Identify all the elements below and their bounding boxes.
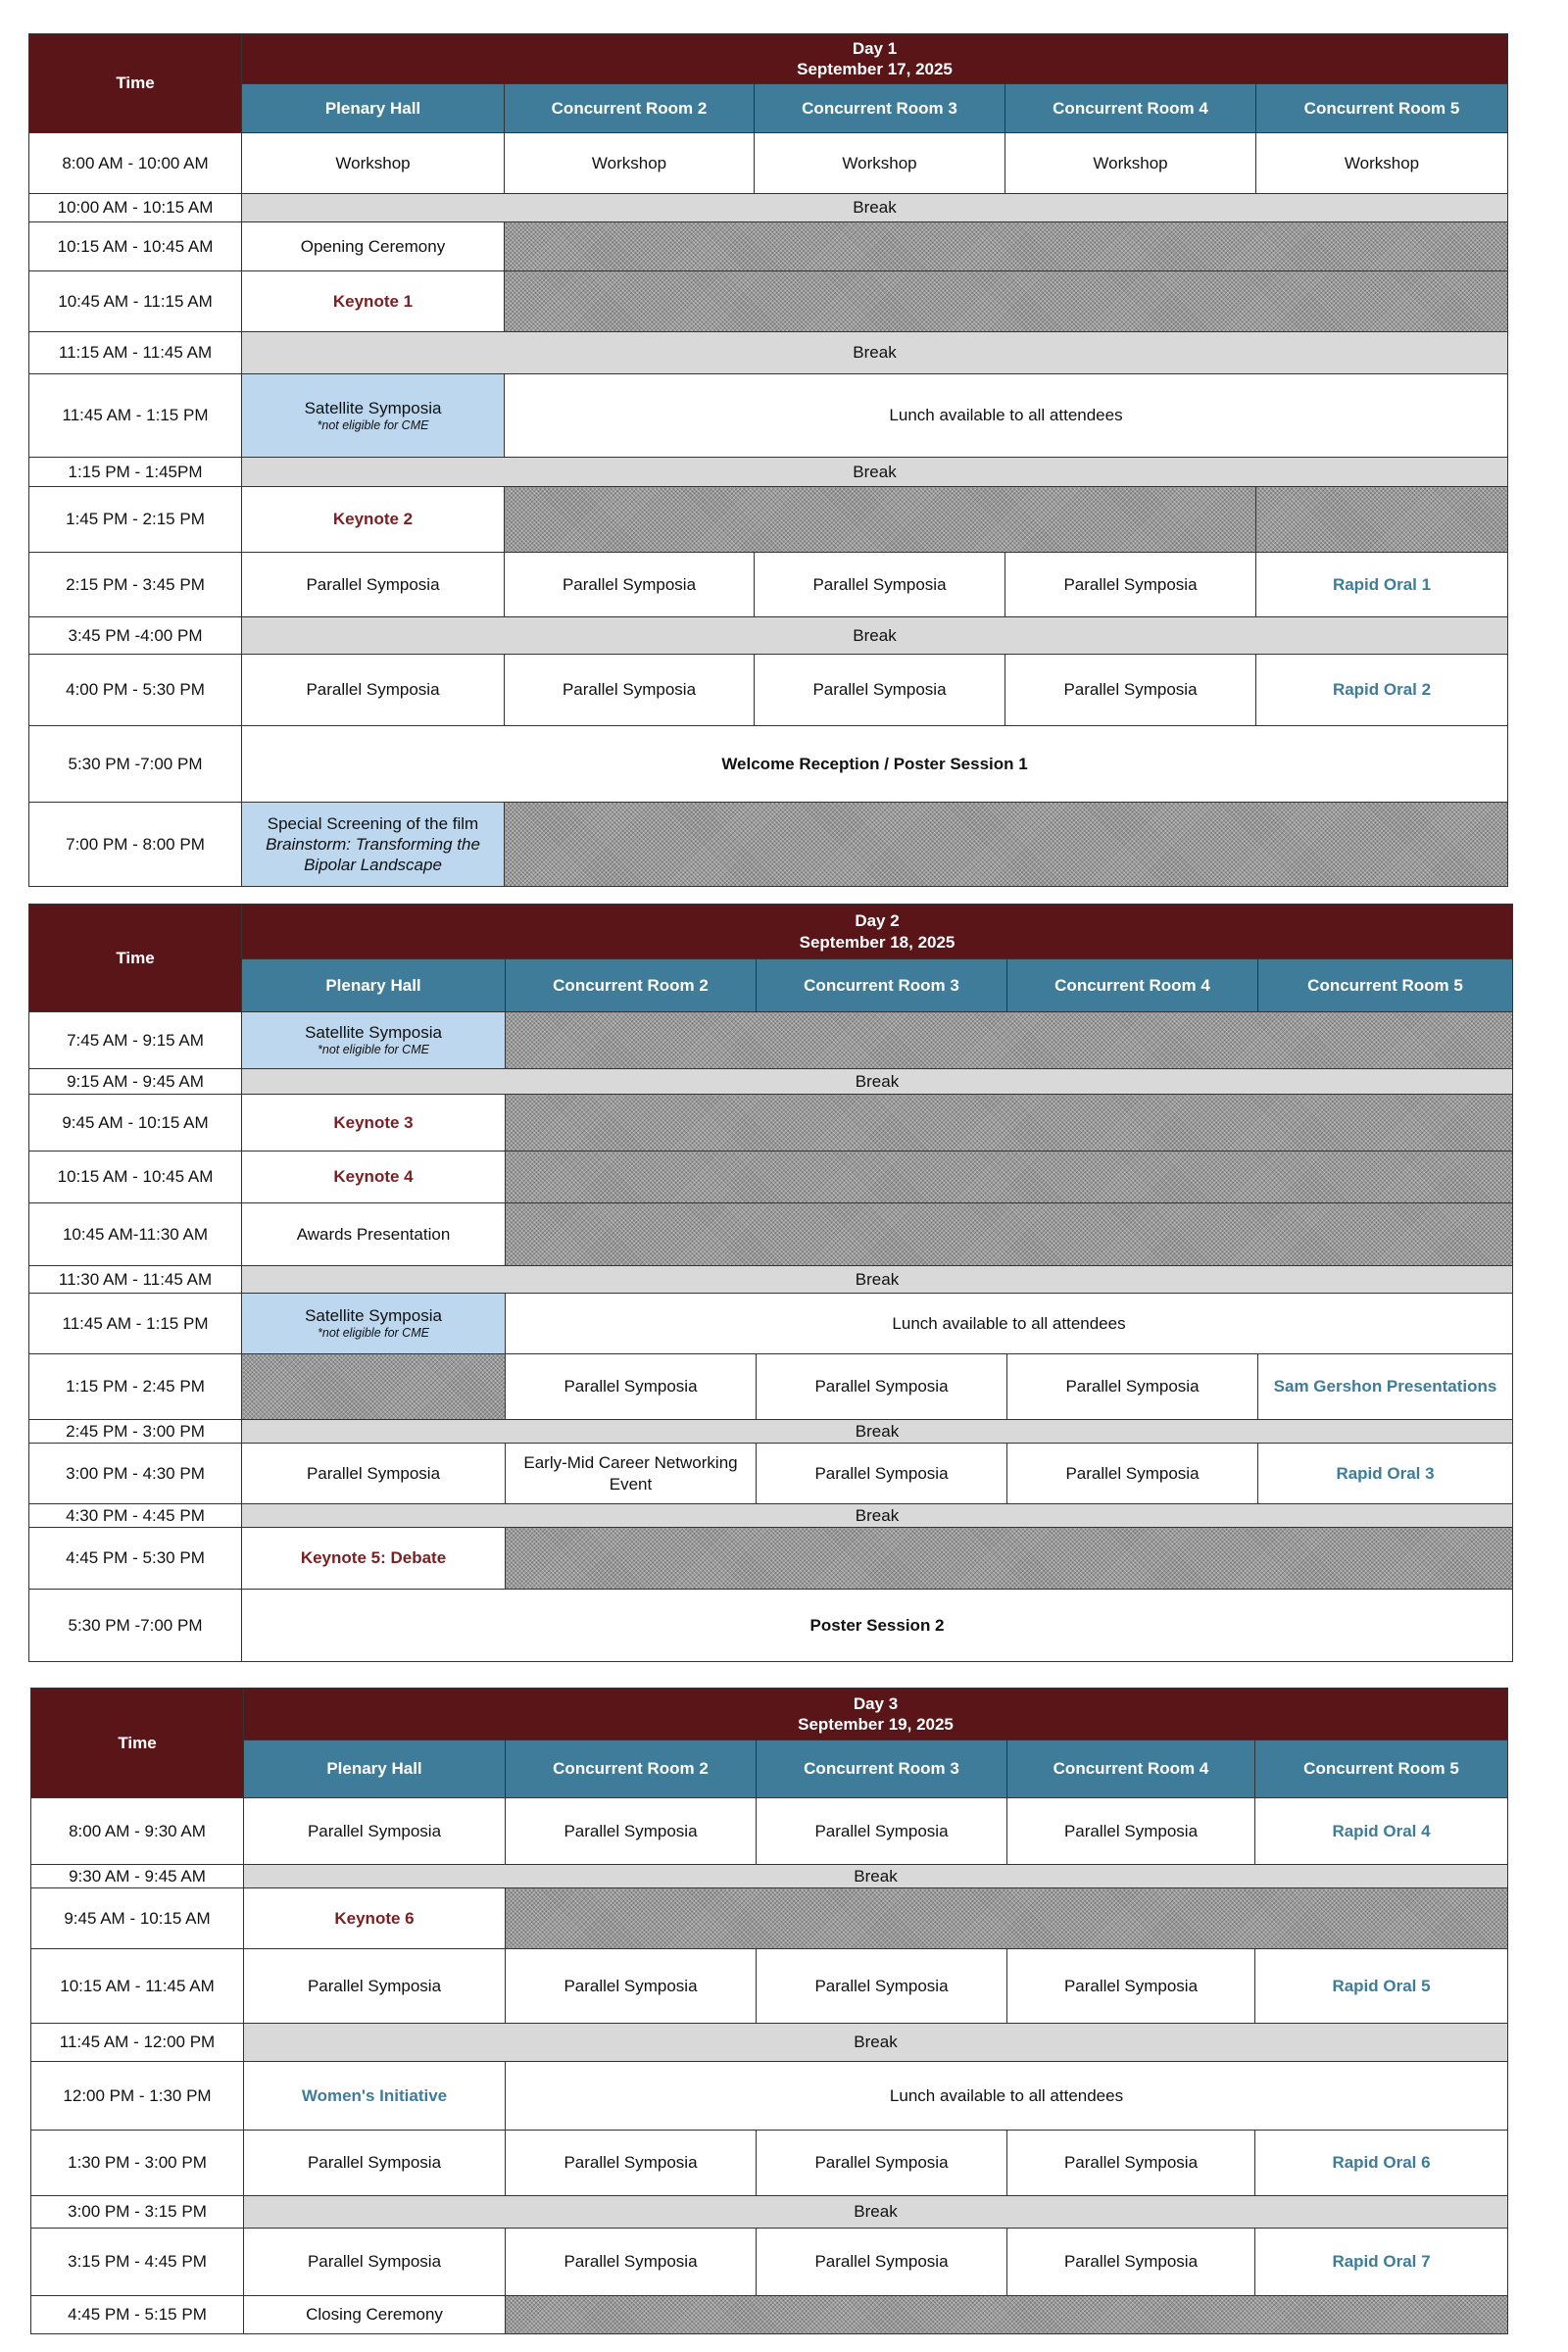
session-cell: Parallel Symposia: [757, 1798, 1007, 1865]
break-cell: Break: [242, 1504, 1513, 1528]
session-cell: Workshop: [1005, 133, 1256, 194]
time-slot: 11:45 AM - 1:15 PM: [29, 1294, 242, 1354]
session-cell: Parallel Symposia: [1007, 1798, 1255, 1865]
rapid-oral-cell: Rapid Oral 1: [1256, 553, 1508, 617]
day2-header-row: [29, 905, 1513, 959]
table-row: [29, 487, 1508, 553]
table-row: [31, 2062, 1508, 2131]
rapid-oral-cell: Rapid Oral 5: [1255, 1949, 1508, 2024]
session-cell: Parallel Symposia: [244, 2131, 506, 2196]
table-row: [29, 1354, 1513, 1420]
womens-initiative-cell: Women's Initiative: [244, 2062, 506, 2131]
session-cell: Parallel Symposia: [505, 655, 755, 726]
room-header-concurrent-room-2: Concurrent Room 2: [505, 84, 755, 133]
keynote-cell: Keynote 6: [244, 1888, 506, 1949]
session-cell: Parallel Symposia: [757, 2229, 1007, 2296]
room-header-concurrent-room-4: Concurrent Room 4: [1007, 1740, 1255, 1798]
time-slot: 11:45 AM - 12:00 PM: [31, 2024, 244, 2062]
break-row: [31, 1865, 1508, 1888]
time-slot: 4:45 PM - 5:30 PM: [29, 1528, 242, 1590]
session-cell: Closing Ceremony: [244, 2296, 506, 2334]
session-cell: Parallel Symposia: [1007, 2229, 1255, 2296]
time-column-header: Time: [29, 34, 242, 133]
break-cell: Break: [242, 458, 1508, 487]
time-slot: 10:45 AM - 11:15 AM: [29, 271, 242, 332]
room-header-concurrent-room-5: Concurrent Room 5: [1256, 84, 1508, 133]
unused-slot: [506, 2296, 1508, 2334]
session-cell: Parallel Symposia: [506, 2131, 757, 2196]
time-slot: 10:15 AM - 10:45 AM: [29, 222, 242, 271]
time-slot: 12:00 PM - 1:30 PM: [31, 2062, 244, 2131]
table-row: [31, 2296, 1508, 2334]
time-slot: 11:45 AM - 1:15 PM: [29, 374, 242, 458]
lunch-cell: Lunch available to all attendees: [506, 1294, 1513, 1354]
time-slot: 4:30 PM - 4:45 PM: [29, 1504, 242, 1528]
room-header-concurrent-room-3: Concurrent Room 3: [755, 84, 1005, 133]
break-cell: Break: [242, 1420, 1513, 1444]
room-header-concurrent-room-5: Concurrent Room 5: [1258, 959, 1513, 1012]
break-cell: Break: [244, 2024, 1508, 2062]
session-cell: Parallel Symposia: [242, 553, 505, 617]
room-header-concurrent-room-3: Concurrent Room 3: [757, 959, 1007, 1012]
session-cell: Parallel Symposia: [1007, 1444, 1258, 1504]
satellite-symposia-cell: [242, 1294, 506, 1354]
satellite-note: *not eligible for CME: [318, 1326, 429, 1341]
sam-gershon-presentations-cell: Sam Gershon Presentations: [1258, 1354, 1513, 1420]
break-row: [29, 194, 1508, 222]
unused-slot: [506, 1095, 1513, 1152]
table-row: [31, 1888, 1508, 1949]
table-row: [29, 1590, 1513, 1662]
session-cell: Parallel Symposia: [757, 1354, 1007, 1420]
session-cell: Parallel Symposia: [1007, 1354, 1258, 1420]
table-row: [29, 1152, 1513, 1203]
day1-header: [242, 34, 1508, 84]
table-row: [29, 222, 1508, 271]
break-cell: Break: [242, 1266, 1513, 1294]
table-row: [29, 803, 1508, 887]
time-slot: 7:00 PM - 8:00 PM: [29, 803, 242, 887]
break-row: [29, 458, 1508, 487]
break-row: [29, 1504, 1513, 1528]
satellite-symposia-title: Satellite Symposia: [305, 1023, 442, 1043]
time-slot: 5:30 PM -7:00 PM: [29, 726, 242, 803]
session-cell: Parallel Symposia: [1007, 2131, 1255, 2196]
session-cell: Parallel Symposia: [757, 2131, 1007, 2196]
time-slot: 9:30 AM - 9:45 AM: [31, 1865, 244, 1888]
break-row: [31, 2024, 1508, 2062]
day2-title: Day 2: [855, 911, 900, 931]
break-row: [29, 1069, 1513, 1095]
lunch-cell: Lunch available to all attendees: [506, 2062, 1508, 2131]
unused-slot: [506, 1152, 1513, 1203]
session-cell: Opening Ceremony: [242, 222, 505, 271]
table-row: [31, 1798, 1508, 1865]
table-row: [29, 374, 1508, 458]
room-header-concurrent-room-2: Concurrent Room 2: [506, 959, 757, 1012]
session-cell: Parallel Symposia: [506, 1949, 757, 2024]
full-width-event-cell: Poster Session 2: [242, 1590, 1513, 1662]
film-screening-cell: [242, 803, 505, 887]
time-slot: 9:15 AM - 9:45 AM: [29, 1069, 242, 1095]
session-cell: Parallel Symposia: [242, 1444, 506, 1504]
day2-date: September 18, 2025: [799, 932, 956, 952]
session-cell: Workshop: [1256, 133, 1508, 194]
time-slot: 1:30 PM - 3:00 PM: [31, 2131, 244, 2196]
time-slot: 4:00 PM - 5:30 PM: [29, 655, 242, 726]
table-row: [29, 1294, 1513, 1354]
session-cell: Parallel Symposia: [1005, 655, 1256, 726]
room-header-plenary-hall: Plenary Hall: [242, 959, 506, 1012]
unused-slot: [505, 222, 1508, 271]
lunch-cell: Lunch available to all attendees: [505, 374, 1508, 458]
satellite-symposia-cell: [242, 1012, 506, 1069]
day3-title: Day 3: [853, 1693, 899, 1713]
day2-header: [242, 905, 1513, 959]
time-slot: 9:45 AM - 10:15 AM: [31, 1888, 244, 1949]
satellite-symposia-title: Satellite Symposia: [305, 1306, 442, 1326]
time-column-header: Time: [31, 1689, 244, 1798]
full-width-event-cell: Welcome Reception / Poster Session 1: [242, 726, 1508, 803]
time-slot: 3:00 PM - 3:15 PM: [31, 2196, 244, 2229]
break-cell: Break: [242, 194, 1508, 222]
time-slot: 10:15 AM - 11:45 AM: [31, 1949, 244, 2024]
keynote-cell: Keynote 2: [242, 487, 505, 553]
time-slot: 2:45 PM - 3:00 PM: [29, 1420, 242, 1444]
time-slot: 11:30 AM - 11:45 AM: [29, 1266, 242, 1294]
session-cell: Workshop: [505, 133, 755, 194]
break-cell: Break: [244, 2196, 1508, 2229]
break-cell: Break: [242, 332, 1508, 374]
session-cell: Workshop: [242, 133, 505, 194]
day3-date: September 19, 2025: [798, 1715, 954, 1734]
rapid-oral-cell: Rapid Oral 3: [1258, 1444, 1513, 1504]
keynote-cell: Keynote 5: Debate: [242, 1528, 506, 1590]
session-cell: Parallel Symposia: [757, 1444, 1007, 1504]
break-row: [29, 332, 1508, 374]
break-row: [29, 617, 1508, 655]
room-header-concurrent-room-2: Concurrent Room 2: [506, 1740, 757, 1798]
time-slot: 10:45 AM-11:30 AM: [29, 1203, 242, 1266]
unused-slot: [506, 1528, 1513, 1590]
break-row: [29, 1420, 1513, 1444]
room-header-plenary-hall: Plenary Hall: [244, 1740, 506, 1798]
unused-slot: [242, 1354, 506, 1420]
day3-header: [244, 1689, 1508, 1740]
day3-rooms-row: [31, 1740, 1508, 1798]
networking-event-cell: Early-Mid Career Networking Event: [506, 1444, 757, 1504]
room-header-concurrent-room-4: Concurrent Room 4: [1005, 84, 1256, 133]
table-row: [31, 2131, 1508, 2196]
room-header-concurrent-room-3: Concurrent Room 3: [757, 1740, 1007, 1798]
table-row: [29, 133, 1508, 194]
rapid-oral-cell: Rapid Oral 2: [1256, 655, 1508, 726]
keynote-cell: Keynote 3: [242, 1095, 506, 1152]
session-cell: Parallel Symposia: [244, 2229, 506, 2296]
unused-slot: [506, 1888, 1508, 1949]
session-cell: Parallel Symposia: [506, 1354, 757, 1420]
session-cell: Parallel Symposia: [757, 1949, 1007, 2024]
table-row: [29, 655, 1508, 726]
unused-slot: [506, 1203, 1513, 1266]
day2-rooms-row: [29, 959, 1513, 1012]
session-cell: Parallel Symposia: [506, 2229, 757, 2296]
break-cell: Break: [242, 1069, 1513, 1095]
day3-header-row: [31, 1689, 1508, 1740]
time-slot: 2:15 PM - 3:45 PM: [29, 553, 242, 617]
room-header-concurrent-room-5: Concurrent Room 5: [1255, 1740, 1508, 1798]
session-cell: Parallel Symposia: [506, 1798, 757, 1865]
time-slot: 10:00 AM - 10:15 AM: [29, 194, 242, 222]
time-slot: 8:00 AM - 9:30 AM: [31, 1798, 244, 1865]
time-slot: 3:15 PM - 4:45 PM: [31, 2229, 244, 2296]
session-cell: Parallel Symposia: [244, 1949, 506, 2024]
rapid-oral-cell: Rapid Oral 4: [1255, 1798, 1508, 1865]
session-cell: Parallel Symposia: [755, 553, 1005, 617]
table-row: [31, 2229, 1508, 2296]
time-slot: 4:45 PM - 5:15 PM: [31, 2296, 244, 2334]
session-cell: Parallel Symposia: [1005, 553, 1256, 617]
day1-title: Day 1: [852, 38, 898, 58]
time-slot: 3:00 PM - 4:30 PM: [29, 1444, 242, 1504]
time-slot: 1:15 PM - 1:45PM: [29, 458, 242, 487]
keynote-cell: Keynote 1: [242, 271, 505, 332]
time-slot: 11:15 AM - 11:45 AM: [29, 332, 242, 374]
table-row: [29, 1203, 1513, 1266]
session-cell: Awards Presentation: [242, 1203, 506, 1266]
unused-slot: [1256, 487, 1508, 553]
table-row: [29, 1095, 1513, 1152]
session-cell: Parallel Symposia: [505, 553, 755, 617]
room-header-plenary-hall: Plenary Hall: [242, 84, 505, 133]
film-title: Brainstorm: Transforming the Bipolar Landscape: [266, 834, 480, 875]
time-slot: 8:00 AM - 10:00 AM: [29, 133, 242, 194]
session-cell: Parallel Symposia: [242, 655, 505, 726]
time-slot: 9:45 AM - 10:15 AM: [29, 1095, 242, 1152]
unused-slot: [506, 1012, 1513, 1069]
table-row: [29, 1012, 1513, 1069]
session-cell: Parallel Symposia: [244, 1798, 506, 1865]
time-slot: 1:45 PM - 2:15 PM: [29, 487, 242, 553]
day2-schedule-table: [28, 904, 1513, 1662]
day1-date: September 17, 2025: [797, 60, 953, 78]
session-cell: Parallel Symposia: [1007, 1949, 1255, 2024]
break-cell: Break: [244, 1865, 1508, 1888]
time-slot: 1:15 PM - 2:45 PM: [29, 1354, 242, 1420]
table-row: [29, 1528, 1513, 1590]
day1-rooms-row: [29, 84, 1508, 133]
table-row: [31, 1949, 1508, 2024]
day1-header-row: [29, 34, 1508, 84]
break-cell: Break: [242, 617, 1508, 655]
satellite-note: *not eligible for CME: [317, 417, 429, 432]
room-header-concurrent-room-4: Concurrent Room 4: [1007, 959, 1258, 1012]
time-slot: 3:45 PM -4:00 PM: [29, 617, 242, 655]
table-row: [29, 726, 1508, 803]
day1-schedule-table: [28, 33, 1508, 887]
break-row: [29, 1266, 1513, 1294]
table-row: [29, 271, 1508, 332]
day3-schedule-table: [30, 1688, 1508, 2334]
session-cell: Parallel Symposia: [755, 655, 1005, 726]
rapid-oral-cell: Rapid Oral 6: [1255, 2131, 1508, 2196]
time-column-header: Time: [29, 905, 242, 1012]
time-slot: 5:30 PM -7:00 PM: [29, 1590, 242, 1662]
rapid-oral-cell: Rapid Oral 7: [1255, 2229, 1508, 2296]
table-row: [29, 1444, 1513, 1504]
satellite-symposia-title: Satellite Symposia: [304, 398, 442, 417]
table-row: [29, 553, 1508, 617]
unused-slot: [505, 271, 1508, 332]
time-slot: 7:45 AM - 9:15 AM: [29, 1012, 242, 1069]
satellite-note: *not eligible for CME: [318, 1043, 429, 1057]
session-cell: Workshop: [755, 133, 1005, 194]
break-row: [31, 2196, 1508, 2229]
time-slot: 10:15 AM - 10:45 AM: [29, 1152, 242, 1203]
unused-slot: [505, 803, 1508, 887]
film-screening-label: Special Screening of the film: [267, 813, 479, 833]
unused-slot: [505, 487, 1256, 553]
keynote-cell: Keynote 4: [242, 1152, 506, 1203]
satellite-symposia-cell: [242, 374, 505, 458]
